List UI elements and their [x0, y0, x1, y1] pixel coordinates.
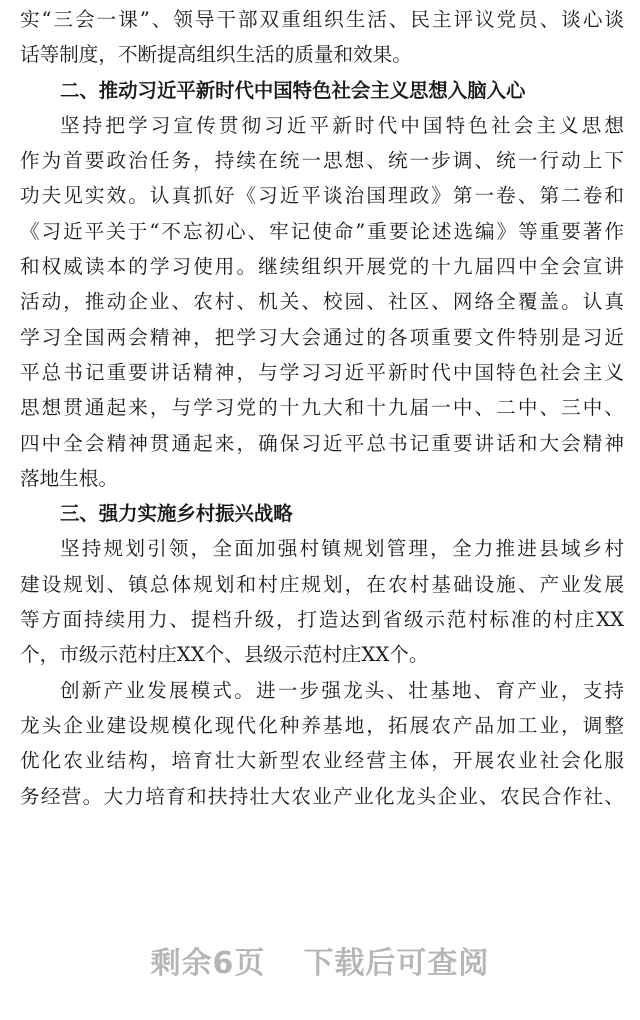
text-line: 作为首要政治任务，持续在统一思想、统一步调、统一行动上下	[20, 149, 624, 173]
text-line: 活动，推动企业、农村、机关、校园、社区、网络全覆盖。认真	[20, 290, 624, 314]
text-line: 和权威读本的学习使用。继续组织开展党的十九届四中全会宣讲	[20, 255, 624, 279]
text-line: 创新产业发展模式。进一步强龙头、壮基地、育产业，支持	[60, 678, 624, 702]
text-line: 《习近平关于“不忘初心、牢记使命”重要论述选编》等重要著作	[20, 219, 624, 243]
text-line: 学习全国两会精神，把学习大会通过的各项重要文件特别是习近	[20, 325, 624, 349]
text-line: 龙头企业建设规模化现代化种养基地，拓展农产品加工业，调整	[20, 713, 624, 737]
text-line: 话等制度，不断提高组织生活的质量和效果。	[20, 43, 412, 67]
text-line: 个，市级示范村庄XX个、县级示范村庄XX个。	[20, 643, 429, 667]
download-prompt[interactable]	[0, 938, 640, 982]
text-line: 坚持把学习宣传贯彻习近平新时代中国特色社会主义思想	[60, 113, 624, 137]
section-heading: 三、强力实施乡村振兴战略	[60, 502, 293, 526]
download-to-view-label: 下载后可查阅	[303, 946, 490, 981]
section-heading: 二、推动习近平新时代中国特色社会主义思想入脑入心	[60, 78, 526, 102]
document-body	[20, 2, 624, 814]
text-line: 建设规划、镇总体规划和村庄规划，在农村基础设施、产业发展	[20, 572, 624, 596]
text-line: 平总书记重要讲话精神，与学习习近平新时代中国特色社会主义	[20, 360, 624, 384]
text-line: 落地生根。	[20, 466, 118, 490]
text-line: 思想贯通起来，与学习党的十九大和十九届一中、二中、三中、	[20, 396, 624, 420]
text-line: 功夫见实效。认真抓好《习近平谈治国理政》第一卷、第二卷和	[20, 184, 624, 208]
text-line: 实“三会一课”、领导干部双重组织生活、民主评议党员、谈心谈	[20, 8, 624, 31]
text-line: 坚持规划引领，全面加强村镇规划管理，全力推进县域乡村	[60, 537, 624, 561]
text-line: 务经营。大力培育和扶持壮大农业产业化龙头企业、农民合作社、	[20, 784, 624, 808]
text-line: 等方面持续用力、提档升级，打造达到省级示范村标准的村庄XX	[20, 608, 624, 632]
text-line: 优化农业结构，培育壮大新型农业经营主体，开展农业社会化服	[20, 749, 624, 773]
text-line: 四中全会精神贯通起来，确保习近平总书记重要讲话和大会精神	[20, 431, 624, 455]
remaining-pages-label: 剩余6页	[150, 946, 266, 981]
